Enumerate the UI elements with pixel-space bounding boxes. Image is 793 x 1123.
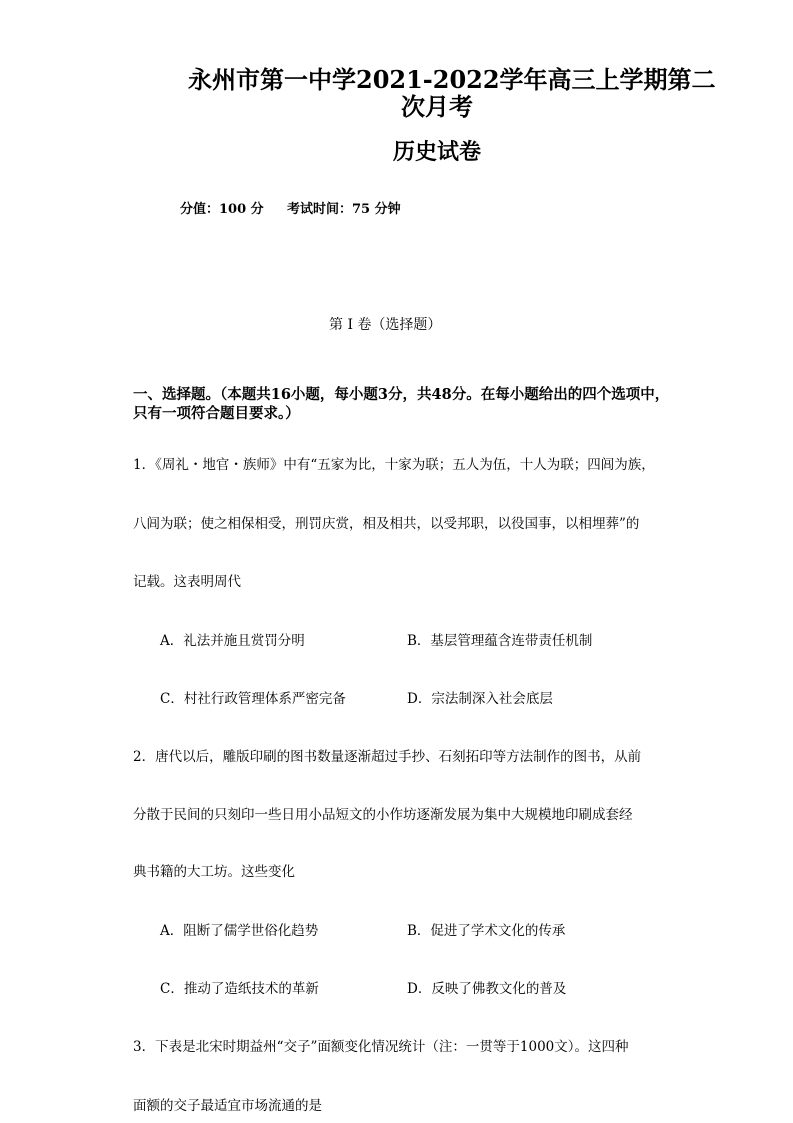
question-2-line-3: 典书籍的大工坊。这些变化 <box>133 864 295 880</box>
question-1-line-1: 1．《周礼・地官・族师》中有“五家为比，十家为联；五人为伍，十人为联；四闾为族， <box>133 457 655 473</box>
question-1-option-d: D．宗法制深入社会底层 <box>407 691 553 707</box>
subject-title: 历史试卷 <box>393 139 482 165</box>
section-instructions-line-1: 一、选择题。（本题共16小题，每小题3分，共48分。在每小题给出的四个选项中， <box>133 386 670 403</box>
question-3-line-2: 面额的交子最适宜市场流通的是 <box>133 1098 322 1114</box>
score-info: 分值：100 分 <box>180 202 264 217</box>
question-2-line-2: 分散于民间的只刻印一些日用小品短文的小作坊逐渐发展为集中大规模地印刷成套经 <box>133 807 633 823</box>
exam-title-line-2: 次月考 <box>401 92 473 121</box>
question-1-option-a: A．礼法并施且赏罚分明 <box>160 633 305 649</box>
question-1-line-2: 八闾为联；使之相保相受，刑罚庆赏，相及相共，以受邦职，以役国事，以相埋葬”的 <box>133 516 640 532</box>
question-1-option-b: B．基层管理蕴含连带责任机制 <box>407 633 593 649</box>
question-2-option-c: C．推动了造纸技术的革新 <box>160 981 319 997</box>
section-instructions-line-2: 只有一项符合题目要求。） <box>133 405 300 422</box>
question-1-option-c: C．村社行政管理体系严密完备 <box>160 691 346 707</box>
question-2-option-d: D．反映了佛教文化的普及 <box>407 981 567 997</box>
question-3-line-1: 3．下表是北宋时期益州“交子”面额变化情况统计（注：一贯等于1000文）。这四种 <box>133 1039 629 1055</box>
question-2-option-b: B．促进了学术文化的传承 <box>407 923 566 939</box>
question-2-line-1: 2．唐代以后，雕版印刷的图书数量逐渐超过手抄、石刻拓印等方法制作的图书，从前 <box>133 749 642 765</box>
question-1-line-3: 记载。这表明周代 <box>133 574 241 590</box>
question-2-option-a: A．阻断了儒学世俗化趋势 <box>160 923 319 939</box>
time-info: 考试时间：75 分钟 <box>287 202 401 217</box>
exam-title-line-1: 永州市第一中学2021-2022学年高三上学期第二 <box>188 65 716 94</box>
section-title: 第 I 卷（选择题） <box>329 317 442 333</box>
